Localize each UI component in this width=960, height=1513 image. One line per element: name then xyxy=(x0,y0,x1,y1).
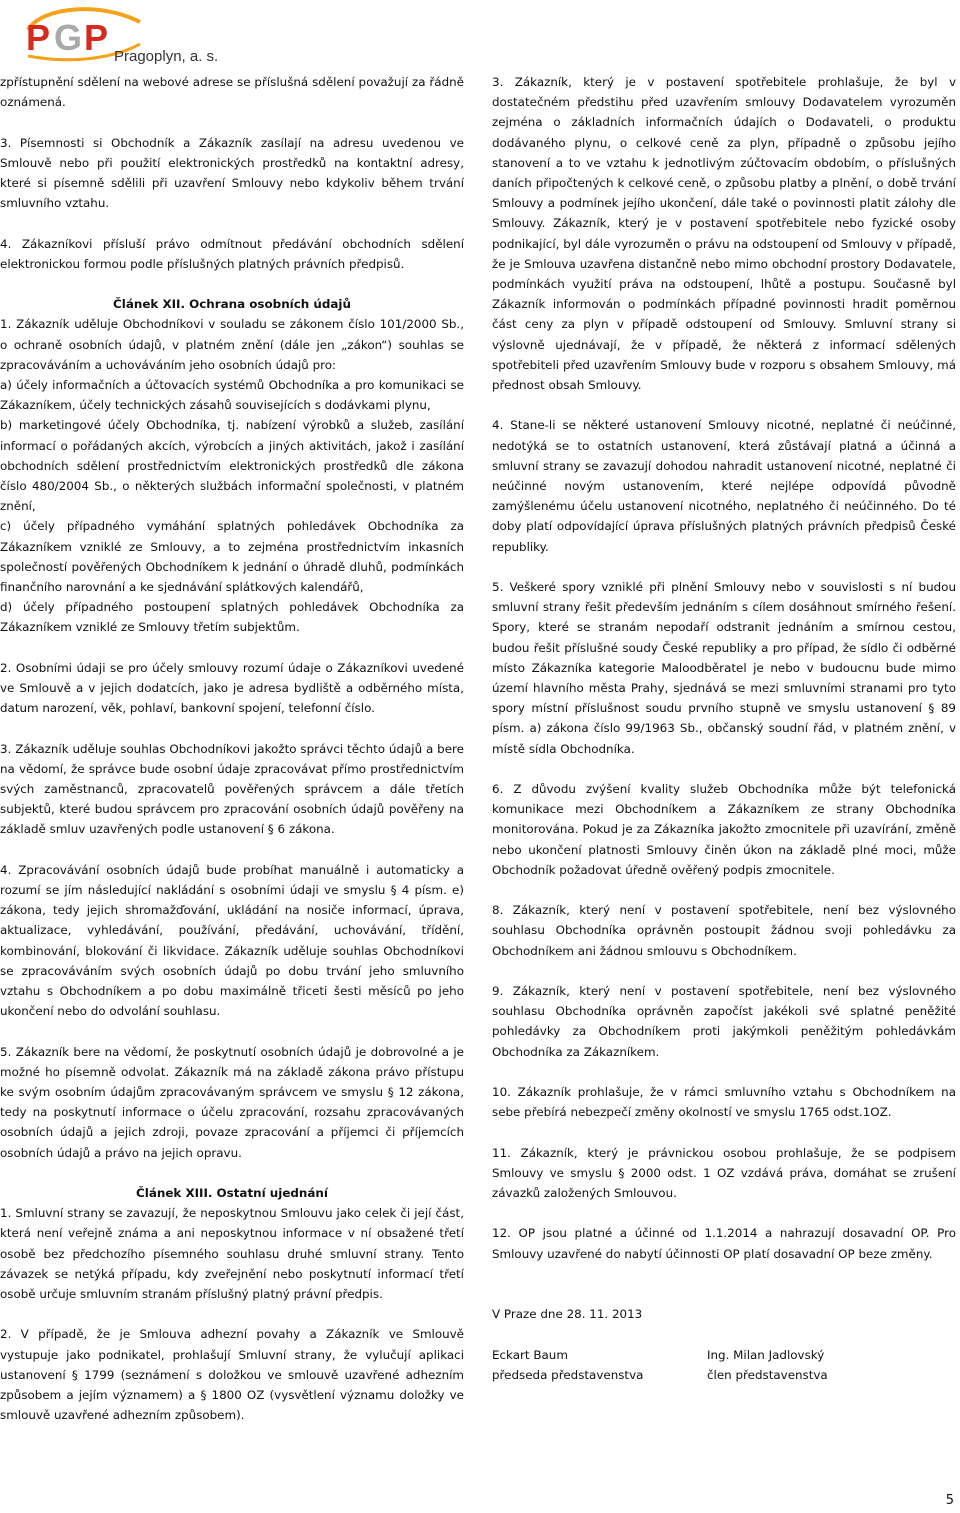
right-paragraph: 9. Zákazník, který není v postavení spotřebitele, není bez výslovného souhlasu Obchodníka oprávněn započíst jakékoli své splatné peněžité pohledávky za Obchodníkem proti jakýmkoli peněžitým pohledávkám Obchodníka za Zákazníkem. xyxy=(492,984,956,1059)
page-number: 5 xyxy=(945,1493,954,1508)
right-paragraph: 11. Zákazník, který je právnickou osobou prohlašuje, že se podpisem Smlouvy ve smyslu § 2000 odst. 1 OZ vzdává práva, domáhat se zrušení závazků založených Smlouvou. xyxy=(492,1145,956,1201)
svg-text:P: P xyxy=(84,17,109,58)
left-paragraph: d) účely případného postoupení splatných pohledávek Obchodníka za Zákazníkem vzniklé ze Smlouvy třetím subjektům. xyxy=(0,600,464,635)
right-paragraph: 10. Zákazník prohlašuje, že v rámci smluvního vztahu s Obchodníkem na sebe přebírá nebezpečí změny okolností ve smyslu 1765 odst.1OZ. xyxy=(492,1085,956,1120)
right-paragraph: 3. Zákazník, který je v postavení spotřebitele prohlašuje, že byl v dostatečném předstihu před uzavřením smlouvy Dodavatelem vyrozuměn zejména o základních informačních údajích o Dodavateli, o produktu dodávaného plynu, o celkové ceně za plyn, případně o způsobu jejího stanovení a to ve vztahu k jednotlivým zúčtovacím obdobím, o příslušných daních připočtených k celkové ceně, o způsobu platby a plnění, o době trvání Smlouvy a podmínek jejího ukončení, dále také o povinnosti platit zálohy dle Smlouvy. Zákazník, který je v postavení spotřebitele nebo fyzické osoby podnikající, byl dále vyrozuměn o právu na odstoupení od Smlouvy v případě, že je Smlouva uzavřena distančně nebo mimo obchodní prostory Dodavatele, podmínkách využití práva na odstoupení, lhůtě a postupu. Současně byl Zákazník informován o podmínkách případné povinnosti hradit poměrnou část ceny za plyn v případě odstoupení od Smlouvy. Smluvní strany si výslovně ujednávají, že v případě, že některá z informací sdělených spotřebiteli před uzavřením Smlouvy bude v rozporu s obsahem Smlouvy, má přednost obsah Smlouvy. xyxy=(492,75,956,393)
left-paragraph: 3. Písemnosti si Obchodník a Zákazník zasílají na adresu uvedenou ve Smlouvě nebo při použití elektronických prostředků na kontaktní adresy, které si písemně sdělili při uzavření Smlouvy nebo kdykoliv během trvání smluvního vztahu. xyxy=(0,135,464,211)
right-column xyxy=(492,72,956,1385)
signature-block xyxy=(492,1345,956,1385)
company-name: Pragoplyn, a. s. xyxy=(114,48,219,65)
right-paragraph: V Praze dne 28. 11. 2013 xyxy=(492,1307,643,1322)
left-paragraph: 3. Zákazník uděluje souhlas Obchodníkovi jakožto správci těchto údajů a bere na vědomí, že správce bude osobní údaje zpracovávat přímo prostřednictvím svých zaměstnanců, zpracovatelů pověřených správcem a dále třetích subjektů, které budou správcem pro zpracování osobních údajů pověřeny na základě smluv uzavřených podle ustanovení § 6 zákona. xyxy=(0,741,464,837)
svg-text:G: G xyxy=(54,17,83,58)
svg-text:P: P xyxy=(26,17,51,58)
right-paragraph: 6. Z důvodu zvýšení kvality služeb Obchodníka může být telefonická komunikace mezi Obchodníkem a Zákazníkem ze strany Obchodníka monitorována. Pokud je za Zákazníka jakožto zmocnitele při uzavírání, změně nebo ukončení platnosti Smlouvy činěn úkon na základě plné moci, může Obchodník požadovat úředně ověřený podpis zmocnitele. xyxy=(492,782,956,877)
right-paragraph: 8. Zákazník, který není v postavení spotřebitele, není bez výslovného souhlasu Obchodníka oprávněn postoupit žádnou svoji pohledávku za Obchodníkem ani žádnou smlouvu s Obchodníkem. xyxy=(492,903,956,958)
right-paragraph: 12. OP jsou platné a účinné od 1.1.2014 a nahrazují dosavadní OP. Pro Smlouvy uzavřené do nabytí účinnosti OP platí dosavadní OP beze změny. xyxy=(492,1226,956,1261)
left-paragraph: b) marketingové účely Obchodníka, tj. nabízení výrobků a služeb, zasílání informací o pořádaných akcích, výrobcích a jiných aktivitách, jakož i zasílání obchodních sdělení prostřednictvím elektronických prostředků dle zákona číslo 480/2004 Sb., o některých službách informační společnosti, v platném znění, xyxy=(0,418,464,514)
left-paragraph: 1. Smluvní strany se zavazují, že neposkytnou Smlouvu jako celek či její část, která není veřejně známa a ani neposkytnou informace v ní obsažené třetí osobě bez předchozího písemného souhlasu druhé smluvní strany. Tento závazek se netýká případu, kdy zveřejnění nebo poskytnutí informací třetí osobě určuje smluvním stranám příslušný platný právní předpis. xyxy=(0,1206,464,1302)
signatory-role: člen představenstva xyxy=(707,1367,828,1382)
left-paragraph: 2. V případě, že je Smlouva adhezní povahy a Zákazník ve Smlouvě vystupuje jako podnikatel, prohlašují Smluvní strany, že vylučují aplikaci ustanovení § 1799 (seznámení s doložkou ve smlouvě uzavřené adhezním způsobem a jejím významem) a § 1800 OZ (vysvětlení významu doložky ve smlouvě uzavřené adhezním způsobem). xyxy=(0,1327,464,1423)
left-paragraph: 4. Zpracovávání osobních údajů bude probíhat manuálně i automaticky a rozumí se jím následující nakládání s osobními údaji ve smyslu § 4 písm. e) zákona, tedy jejich shromažďování, ukládání na nosiče informací, úprava, aktualizace, vyhledávání, používání, předávání, uchovávání, třídění, kombinování, blokování či likvidace. Zákazník uděluje souhlas Obchodníkovi se zpracováváním svých osobních údajů po dobu trvání jeho smluvního vztahu s Obchodníkem a po dobu maximálně třiceti šesti měsíců po jeho ukončení nebo do odvolání souhlasu. xyxy=(0,862,464,1019)
signatory-name: Eckart Baum xyxy=(492,1347,568,1362)
left-paragraph: zpřístupnění sdělení na webové adrese se příslušná sdělení považují za řádně oznámená. xyxy=(0,75,464,110)
left-heading: Článek XIII. Ostatní ujednání xyxy=(136,1186,328,1201)
signatory-role: předseda představenstva xyxy=(492,1367,644,1382)
left-paragraph: 2. Osobními údaji se pro účely smlouvy rozumí údaje o Zákazníkovi uvedené ve Smlouvě a v jejich dodatcích, jako je adresa bydliště a odběrného místa, datum narození, věk, pohlaví, bankovní spojení, telefonní číslo. xyxy=(0,660,464,716)
left-paragraph: a) účely informačních a účtovacích systémů Obchodníka a pro komunikaci se Zákazníkem, účely technických zásahů souvisejících s dodávkami plynu, xyxy=(0,378,464,413)
right-paragraph: 4. Stane-li se některé ustanovení Smlouvy nicotné, neplatné či neúčinné, nedotýká se to ostatních ustanovení, která zůstávají platná a účinná a smluvní strany se zavazují dohodou nahradit ustanovení nicotné, neplatné či neúčinné novým ustanovením, které nejlépe odpovídá původně zamýšlenému účelu ustanovení nicotného, neplatného či neúčinného. Do té doby platí odpovídající úprava příslušných platných právních předpisů České republiky. xyxy=(492,418,956,554)
left-paragraph: 4. Zákazníkovi přísluší právo odmítnout předávání obchodních sdělení elektronickou formou podle příslušných platných právních předpisů. xyxy=(0,236,464,271)
left-paragraph: c) účely případného vymáhání splatných pohledávek Obchodníka za Zákazníkem vzniklé ze Smlouvy, a to zejména prostřednictvím inkasních společností pověřených Obchodníkem k jednání o úhradě dluhů, podmínkách finančního narovnání a ke sjednávání splátkových kalendářů, xyxy=(0,519,464,595)
left-paragraph: 1. Zákazník uděluje Obchodníkovi v souladu se zákonem číslo 101/2000 Sb., o ochraně osobních údajů, v platném znění (dále jen „zákon“) souhlas se zpracováváním a uchováváním jeho osobních údajů pro: xyxy=(0,317,464,372)
left-paragraph: 5. Zákazník bere na vědomí, že poskytnutí osobních údajů je dobrovolné a je možné ho písemně odvolat. Zákazník má na základě zákona právo přístupu ke svým osobním údajům zpracovávaným správcem ve smyslu § 12 zákona, tedy na poskytnutí informace o účelu zpracování, rozsahu zpracovávaných osobních údajů a jejich zdroji, povaze zpracování a příjemci či příjemcích osobních údajů a právo na jejich opravu. xyxy=(0,1044,464,1160)
left-column xyxy=(0,72,464,1446)
company-logo xyxy=(22,4,262,68)
left-heading: Článek XII. Ochrana osobních údajů xyxy=(113,297,351,312)
signatory-name: Ing. Milan Jadlovský xyxy=(707,1347,825,1362)
right-paragraph: 5. Veškeré spory vzniklé při plnění Smlouvy nebo v souvislosti s ní budou smluvní strany řešit především jednáním s cílem dosáhnout smírného řešení. Spory, které se stranám nepodaří odstranit jednáním a smírnou cestou, budou řešit příslušné soudy České republiky a pro případ, že sídlo či odběrné místo Zákazníka kategorie Maloodběratel je nebo v budoucnu bude mimo území hlavního města Prahy, sjednává se mezi smluvními stranami pro tyto spory místní příslušnost soudu prvního stupně ve smyslu ustanovení § 89 písm. a) zákona číslo 99/1963 Sb., občanský soudní řád, v platném znění, v místě sídla Obchodníka. xyxy=(492,580,956,756)
